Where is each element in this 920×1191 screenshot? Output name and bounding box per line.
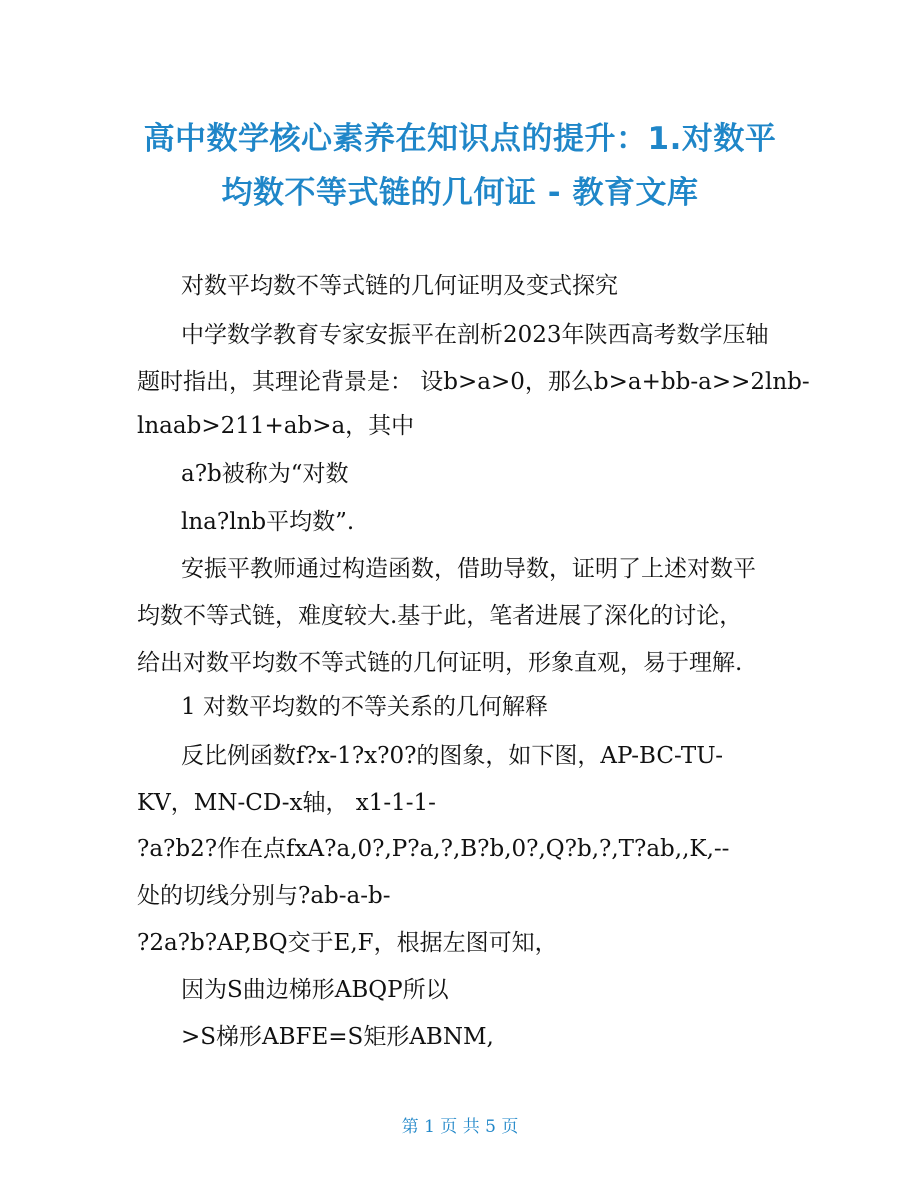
paragraph-line: KV，MN-CD-x轴， x1-1-1- — [137, 790, 436, 816]
paragraph-line: ?a?b2?作在点fxA?a,0?,P?a,?,B?b,0?,Q?b,?,T?ab,,K,-- — [137, 836, 730, 862]
title-line-1: 高中数学核心素养在知识点的提升：1.对数平 — [143, 121, 777, 157]
paragraph-line: 中学数学教育专家安振平在剖析2023年陕西高考数学压轴 — [181, 322, 769, 348]
document-title — [120, 112, 800, 220]
paragraph-line: >S梯形ABFE=S矩形ABNM, — [181, 1024, 494, 1050]
paragraph-line: 题时指出，其理论背景是： 设b>a>0，那么b>a+bb-a>>2lnb- — [137, 369, 810, 395]
paragraph-line: 安振平教师通过构造函数，借助导数，证明了上述对数平 — [181, 556, 756, 582]
paragraph-line: 处的切线分别与?ab-a-b- — [137, 883, 391, 909]
paragraph-line: ?2a?b?AP,BQ交于E,F，根据左图可知， — [137, 930, 558, 956]
paragraph-line: a?b被称为“对数 — [181, 461, 349, 487]
paragraph-line: lna?lnb平均数”. — [181, 509, 355, 535]
section-heading: 1 对数平均数的不等关系的几何解释 — [181, 694, 548, 720]
page-number-footer: 第 1 页 共 5 页 — [401, 1117, 519, 1137]
paragraph-line: 因为S曲边梯形ABQP所以 — [181, 977, 449, 1003]
paragraph-line: 对数平均数不等式链的几何证明及变式探究 — [181, 273, 618, 299]
paragraph-line: 给出对数平均数不等式链的几何证明，形象直观，易于理解. — [137, 650, 743, 676]
title-line-2: 均数不等式链的几何证 - 教育文库 — [221, 175, 699, 211]
paragraph-line: 反比例函数f?x-1?x?0?的图象，如下图，AP-BC-TU- — [181, 743, 723, 769]
paragraph-line: 均数不等式链，难度较大.基于此，笔者进展了深化的讨论， — [137, 603, 743, 629]
paragraph-line: lnaab>211+ab>a，其中 — [137, 413, 415, 439]
